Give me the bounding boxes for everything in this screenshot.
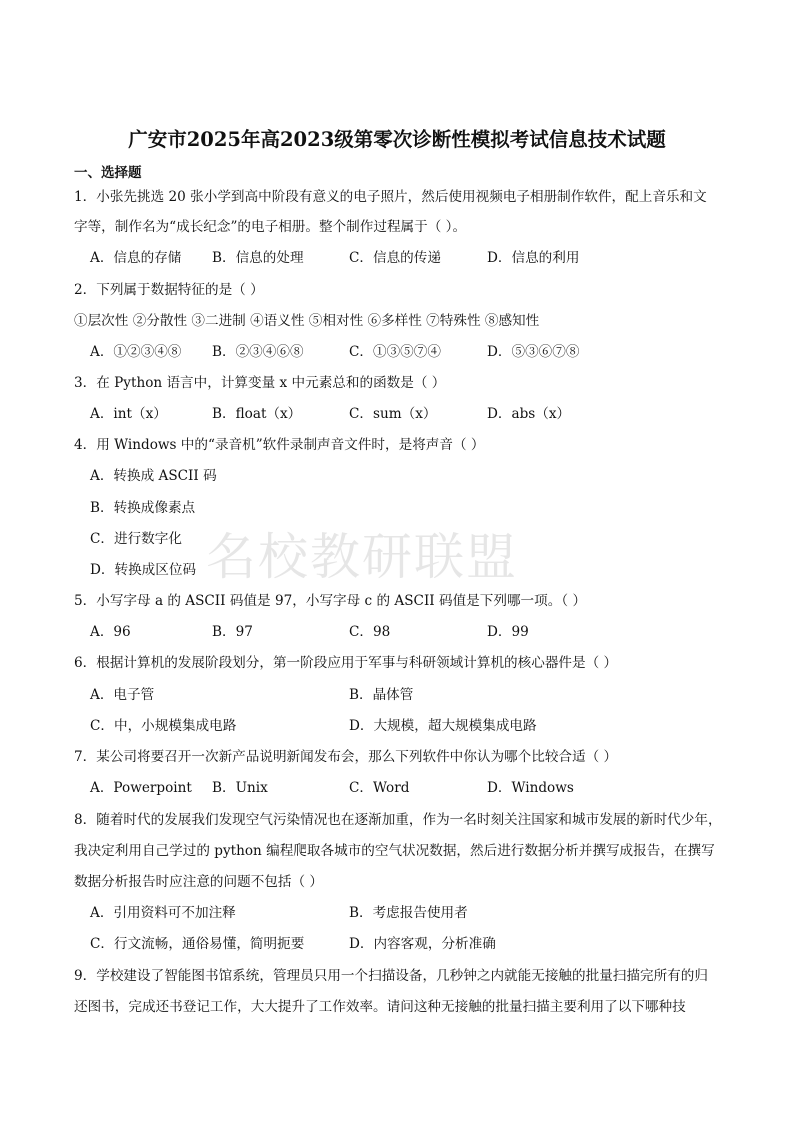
question-8-line-3: 数据分析报告时应注意的问题不包括（ ） [74, 874, 324, 890]
question-4-option-c: C．进行数字化 [90, 531, 182, 547]
question-2-option-d: D．⑤③⑥⑦⑧ [487, 344, 580, 360]
question-6-option-c: C．中，小规模集成电路 [90, 718, 237, 734]
section-heading: 一、选择题 [74, 165, 142, 181]
question-4-stem: 4．用 Windows 中的“录音机”软件录制声音文件时，是将声音（ ） [74, 437, 485, 453]
question-8-option-d: D．内容客观，分析准确 [349, 936, 496, 952]
question-2-stem: 2．下列属于数据特征的是（ ） [74, 282, 264, 298]
question-4-option-d: D．转换成区位码 [90, 562, 197, 578]
question-8-line-2: 我决定利用自己学过的 python 编程爬取各城市的空气状况数据，然后进行数据分析并撰写成报告，在撰写 [74, 843, 715, 859]
question-7-option-a: A．Powerpoint [90, 780, 192, 796]
question-3-option-d: D．abs（x） [487, 406, 571, 422]
question-1-option-d: D．信息的利用 [487, 250, 580, 266]
question-5-option-a: A．96 [90, 624, 131, 640]
page-title: 广安市2025年高2023级第零次诊断性模拟考试信息技术试题 [128, 128, 666, 151]
question-8-line-1: 8．随着时代的发展我们发现空气污染情况也在逐渐加重，作为一名时刻关注国家和城市发展的新时代少年， [74, 812, 722, 828]
question-5-option-b: B．97 [212, 624, 253, 640]
question-2-option-b: B．②③④⑥⑧ [212, 344, 304, 360]
question-6-option-a: A．电子管 [90, 687, 155, 703]
question-2-option-c: C．①③⑤⑦④ [349, 344, 441, 360]
question-5-option-d: D．99 [487, 624, 529, 640]
question-1-option-c: C．信息的传递 [349, 250, 441, 266]
question-6-option-b: B．晶体管 [349, 687, 414, 703]
question-8-option-b: B．考虑报告使用者 [349, 905, 468, 921]
question-1-option-a: A．信息的存储 [90, 250, 182, 266]
question-7-option-d: D．Windows [487, 780, 574, 796]
question-1-line-2: 字等，制作名为“成长纪念”的电子相册。整个制作过程属于（ ）。 [74, 219, 467, 235]
question-9-line-1: 9．学校建设了智能图书馆系统，管理员只用一个扫描设备，几秒钟之内就能无接触的批量扫描完所有的归 [74, 968, 708, 984]
question-6-option-d: D．大规模，超大规模集成电路 [349, 718, 537, 734]
question-5-stem: 5．小写字母 a 的 ASCII 码值是 97，小写字母 c 的 ASCII 码值是下列哪一项。（ ） [74, 593, 587, 609]
question-8-option-a: A．引用资料可不加注释 [90, 905, 236, 921]
question-2-option-a: A．①②③④⑧ [90, 344, 182, 360]
question-4-option-a: A．转换成 ASCII 码 [90, 468, 217, 484]
question-2-items: ①层次性 ②分散性 ③二进制 ④语义性 ⑤相对性 ⑥多样性 ⑦特殊性 ⑧感知性 [74, 313, 540, 329]
question-3-option-a: A．int（x） [90, 406, 167, 422]
question-1-option-b: B．信息的处理 [212, 250, 304, 266]
question-7-option-b: B．Unix [212, 780, 268, 796]
question-7-option-c: C．Word [349, 780, 410, 796]
question-7-stem: 7．某公司将要召开一次新产品说明新闻发布会，那么下列软件中你认为哪个比较合适（ ） [74, 749, 618, 765]
question-9-line-2: 还图书，完成还书登记工作，大大提升了工作效率。请问这种无接触的批量扫描主要利用了以下哪种技 [74, 999, 686, 1015]
question-1-line-1: 1．小张先挑选 20 张小学到高中阶段有意义的电子照片，然后使用视频电子相册制作软件，配上音乐和文 [74, 189, 707, 205]
question-3-option-c: C．sum（x） [349, 406, 437, 422]
question-3-stem: 3．在 Python 语言中，计算变量 x 中元素总和的函数是（ ） [74, 375, 446, 391]
watermark: 名校教研联盟 [206, 528, 518, 586]
question-8-option-c: C．行文流畅，通俗易懂，简明扼要 [90, 936, 305, 952]
question-4-option-b: B．转换成像素点 [90, 500, 196, 516]
question-5-option-c: C．98 [349, 624, 391, 640]
question-3-option-b: B．float（x） [212, 406, 302, 422]
question-6-stem: 6．根据计算机的发展阶段划分，第一阶段应用于军事与科研领域计算机的核心器件是（ ） [74, 655, 618, 671]
